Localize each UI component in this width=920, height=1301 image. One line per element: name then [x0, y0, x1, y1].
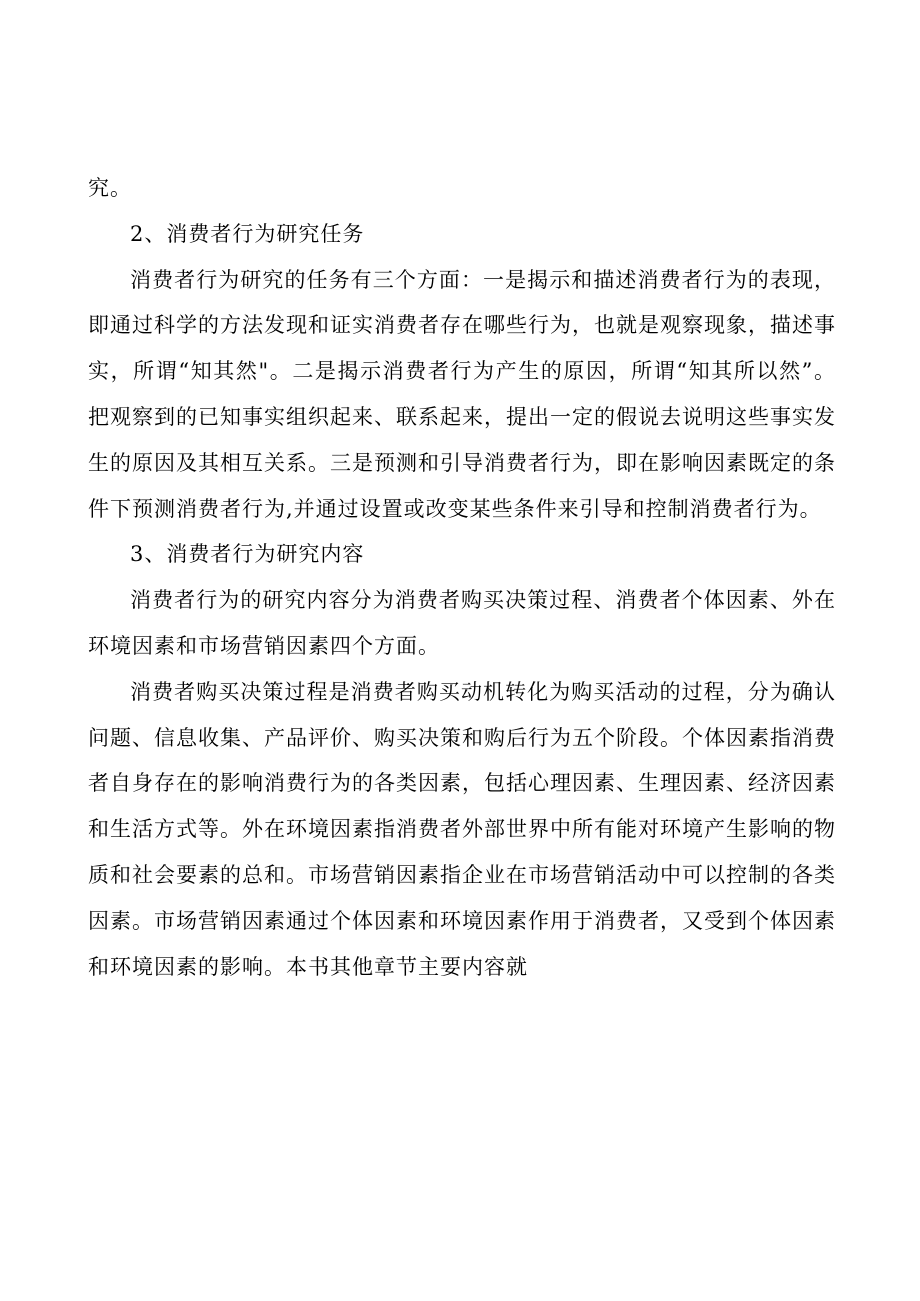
- document-body: [88, 166, 836, 990]
- paragraph-decision-process: 消费者购买决策过程是消费者购买动机转化为购买活动的过程，分为确认问题、信息收集、产品评价、购买决策和购后行为五个阶段。个体因素指消费者自身存在的影响消费行为的各类因素，包括心理因素、生理因素、经济因素和生活方式等。外在环境因素指消费者外部世界中所有能对环境产生影响的物质和社会要素的总和。市场营销因素指企业在市场营销活动中可以控制的各类因素。市场营销因素通过个体因素和环境因素作用于消费者，又受到个体因素和环境因素的影响。本书其他章节主要内容就: [88, 679, 836, 979]
- paragraph-research-tasks: 消费者行为研究的任务有三个方面：一是揭示和描述消费者行为的表现，即通过科学的方法发现和证实消费者存在哪些行为，也就是观察现象，描述事实，所谓“知其然"。二是揭示消费者行为产生的原因，所谓“知其所以然”。把观察到的已知事实组织起来、联系起来，提出一定的假说去说明这些事实发生的原因及其相互关系。三是预测和引导消费者行为，即在影响因素既定的条件下预测消费者行为,并通过设置或改变某些条件来引导和控制消费者行为。: [88, 267, 836, 521]
- section-heading-research-content: 3、消费者行为研究内容: [130, 542, 365, 567]
- section-heading-research-tasks: 2、消费者行为研究任务: [130, 221, 365, 246]
- paragraph-continuation: 究。: [88, 176, 132, 200]
- paragraph-research-content-overview: 消费者行为的研究内容分为消费者购买决策过程、消费者个体因素、外在环境因素和市场营销因素四个方面。: [88, 588, 836, 658]
